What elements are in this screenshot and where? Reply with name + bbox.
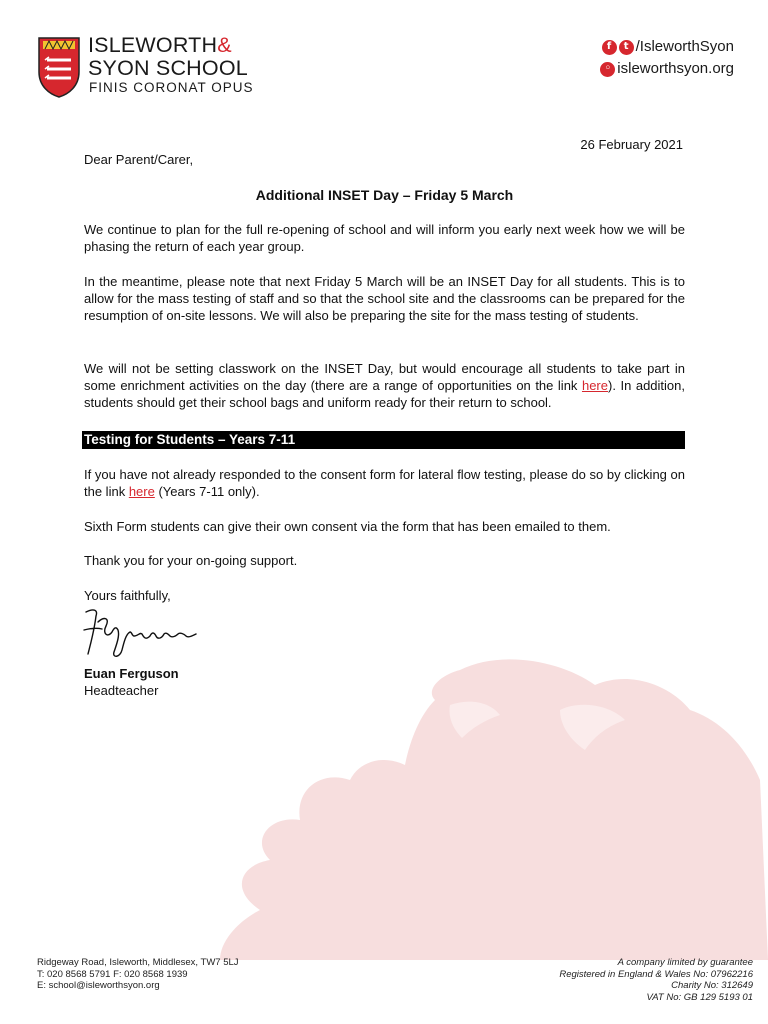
footer-address: Ridgeway Road, Isleworth, Middlesex, TW7 5LJ — [37, 957, 239, 968]
school-name-ampersand: & — [217, 33, 232, 57]
paragraph-4-text-b: (Years 7-11 only). — [154, 484, 260, 499]
footer-legal — [559, 957, 753, 1003]
website-link[interactable]: isleworthsyon.org — [617, 60, 734, 77]
paragraph-5: Sixth Form students can give their own consent via the form that has been emailed to them. — [84, 519, 611, 534]
letter-title: Additional INSET Day – Friday 5 March — [255, 187, 514, 203]
footer-company: A company limited by guarantee — [617, 957, 753, 968]
twitter-icon[interactable]: t — [619, 40, 634, 55]
footer-phones: T: 020 8568 5791 F: 020 8568 1939 — [37, 968, 188, 980]
paragraph-1: We continue to plan for the full re-opening of school and will inform you early next week how we will be phasing the return of each year group. — [84, 222, 685, 254]
web-icon: ◦ — [600, 62, 615, 77]
website-row[interactable] — [600, 58, 734, 80]
social-handle[interactable]: /IsleworthSyon — [635, 38, 734, 55]
school-crest-icon — [37, 36, 81, 98]
paragraph-3 — [84, 360, 685, 411]
school-name-line1: ISLEWORTH — [88, 33, 218, 57]
paragraph-3-text-b: ). In addition, students should get their school bags and uniform ready for their return to school. — [84, 378, 685, 410]
letter-date: 26 February 2021 — [580, 137, 683, 152]
paragraph-6: Thank you for your on-going support. — [84, 553, 298, 568]
signatory-role: Headteacher — [84, 683, 159, 698]
paragraph-4-text-a: If you have not already responded to the consent form for lateral flow testing, please do so by clicking on the link — [84, 467, 685, 499]
section-heading-testing: Testing for Students – Years 7-11 — [82, 431, 685, 449]
paragraph-2: In the meantime, please note that next Friday 5 March will be an INSET Day for all students. This is to allow for the mass testing of staff and so that the school site and the classrooms can be prepared for the resumption of on-site lessons. We will also be preparing the site for the mass testing of students. — [84, 274, 685, 323]
social-row[interactable] — [600, 36, 734, 58]
footer-registered: Registered in England & Wales No: 07962216 — [559, 968, 753, 980]
consent-form-link[interactable]: here — [128, 484, 155, 499]
footer-vat: VAT No: GB 129 5193 01 — [646, 991, 753, 1003]
footer-contact — [37, 957, 239, 992]
lion-watermark — [200, 640, 768, 960]
facebook-icon[interactable]: f — [602, 40, 617, 55]
enrichment-link[interactable]: here — [581, 378, 608, 393]
paragraph-3-text-a: We will not be setting classwork on the INSET Day, but would encourage all students to take part in some enrichment activities on the day (there are a range of opportunities on the link — [84, 361, 685, 393]
closing: Yours faithfully, — [84, 588, 171, 603]
handwritten-signature — [80, 602, 200, 664]
footer-charity: Charity No: 312649 — [671, 980, 753, 991]
school-name — [88, 34, 248, 80]
salutation: Dear Parent/Carer, — [84, 152, 194, 167]
school-name-line2: SYON SCHOOL — [88, 56, 248, 80]
signatory-name: Euan Ferguson — [84, 666, 179, 681]
school-motto: FINIS CORONAT OPUS — [89, 80, 254, 95]
contact-links — [600, 36, 734, 80]
paragraph-4 — [84, 466, 685, 500]
footer-email: E: school@isleworthsyon.org — [37, 980, 160, 991]
